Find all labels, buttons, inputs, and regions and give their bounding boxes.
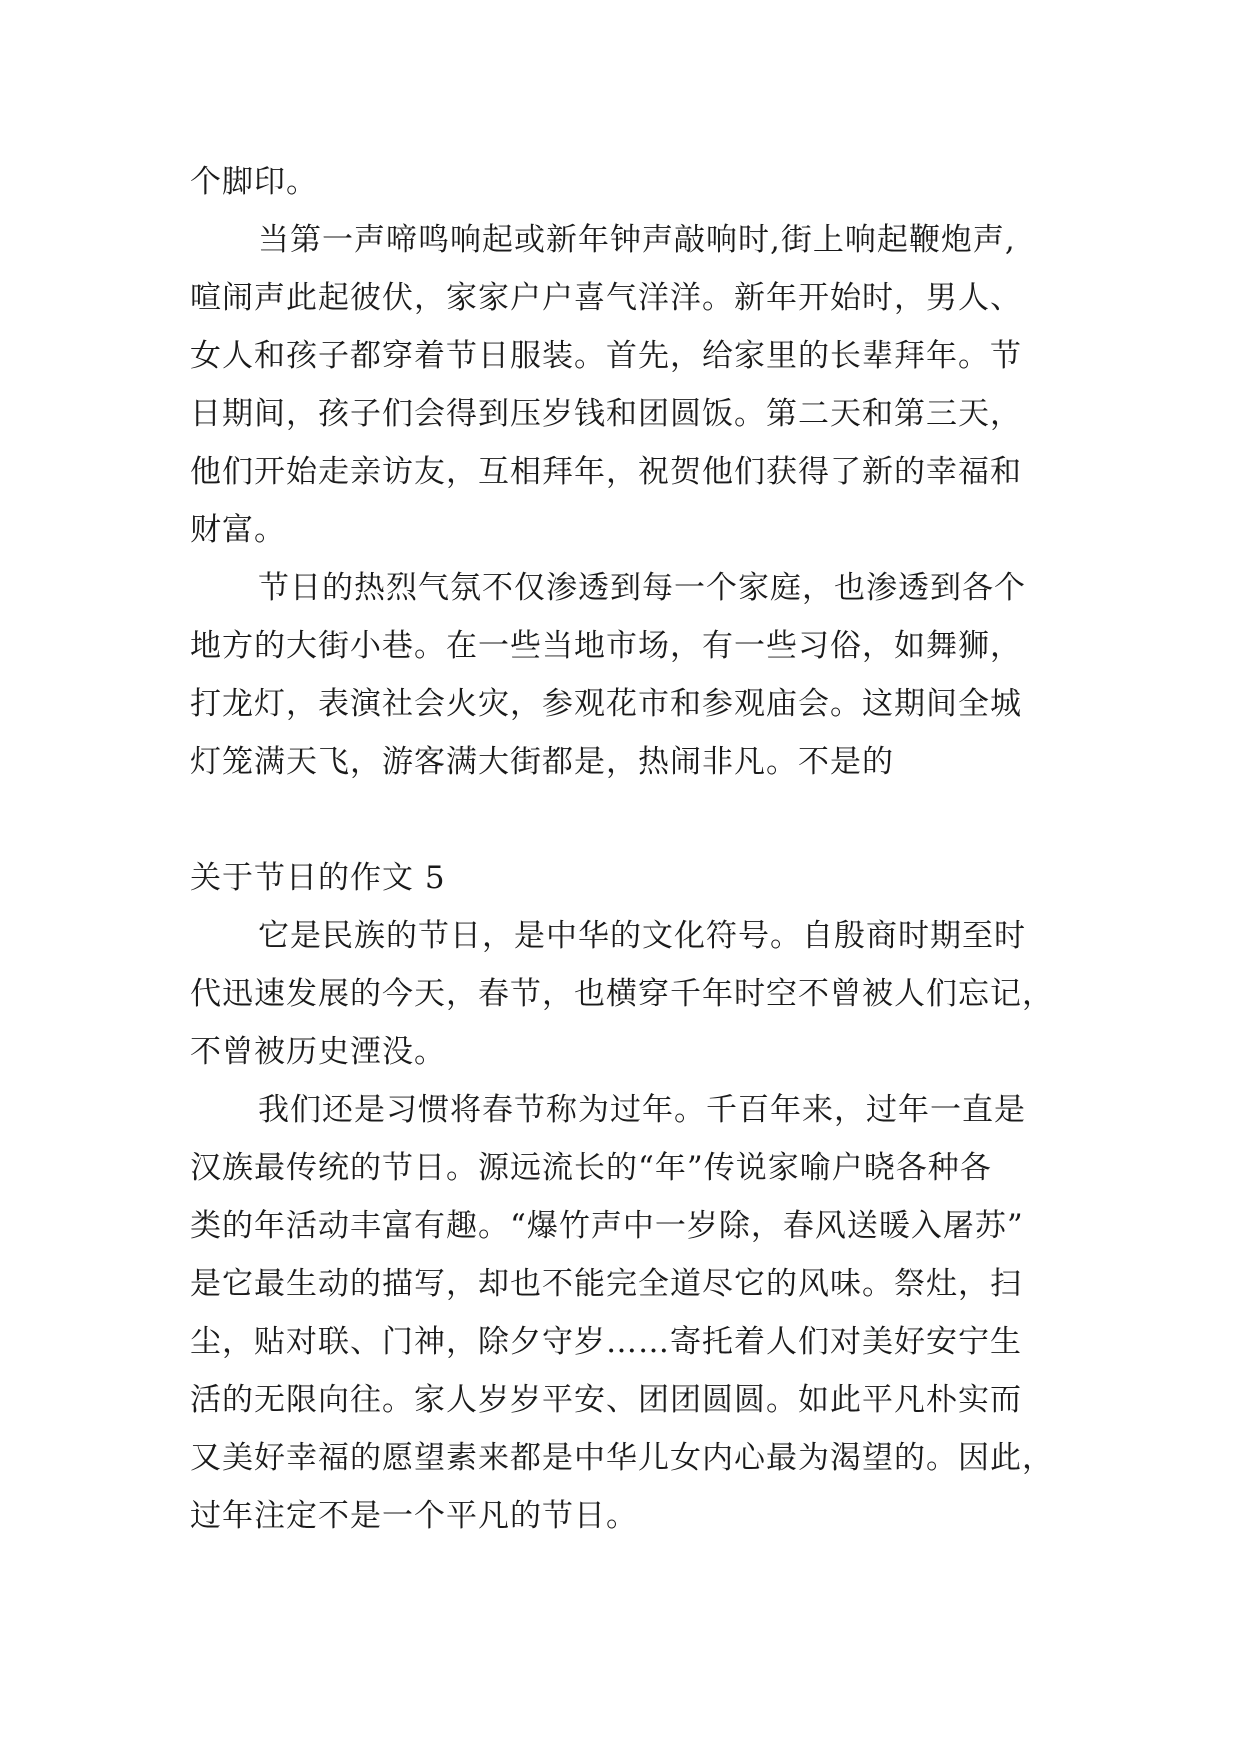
text-line: 喧闹声此起彼伏，家家户户喜气洋洋。新年开始时，男人、 bbox=[190, 280, 1022, 316]
text-line: 灯笼满天飞，游客满大街都是，热闹非凡。不是的 bbox=[190, 744, 894, 780]
text-line: 他们开始走亲访友，互相拜年，祝贺他们获得了新的幸福和 bbox=[190, 454, 1022, 490]
text-line: 尘，贴对联、门神，除夕守岁……寄托着人们对美好安宁生 bbox=[190, 1324, 1022, 1360]
section-heading: 关于节日的作文 5 bbox=[190, 860, 446, 896]
text-line: 汉族最传统的节日。源远流长的“年”传说家喻户晓各种各 bbox=[190, 1150, 992, 1186]
text-line: 又美好幸福的愿望素来都是中华儿女内心最为渴望的。因此， bbox=[190, 1440, 1054, 1476]
text-line: 财富。 bbox=[190, 512, 286, 548]
text-line: 女人和孩子都穿着节日服装。首先，给家里的长辈拜年。节 bbox=[190, 338, 1022, 374]
text-line: 地方的大街小巷。在一些当地市场，有一些习俗，如舞狮， bbox=[190, 628, 1022, 664]
paragraph-first-line: 我们还是习惯将春节称为过年。千百年来，过年一直是 bbox=[258, 1092, 1026, 1128]
paragraph-first-line: 它是民族的节日，是中华的文化符号。自殷商时期至时 bbox=[258, 918, 1026, 954]
text-line: 不曾被历史湮没。 bbox=[190, 1034, 446, 1070]
text-line: 日期间，孩子们会得到压岁钱和团圆饭。第二天和第三天， bbox=[190, 396, 1022, 432]
text-line: 代迅速发展的今天，春节，也横穿千年时空不曾被人们忘记， bbox=[190, 976, 1054, 1012]
text-line: 打龙灯，表演社会火灾，参观花市和参观庙会。这期间全城 bbox=[190, 686, 1022, 722]
text-line: 类的年活动丰富有趣。“爆竹声中一岁除，春风送暖入屠苏” bbox=[190, 1208, 1024, 1244]
text-line: 是它最生动的描写，却也不能完全道尽它的风味。祭灶，扫 bbox=[190, 1266, 1022, 1302]
text-line: 过年注定不是一个平凡的节日。 bbox=[190, 1498, 638, 1534]
text-line: 个脚印。 bbox=[190, 164, 318, 200]
paragraph-first-line: 节日的热烈气氛不仅渗透到每一个家庭，也渗透到各个 bbox=[258, 570, 1026, 606]
text-line: 活的无限向往。家人岁岁平安、团团圆圆。如此平凡朴实而 bbox=[190, 1382, 1022, 1418]
paragraph-first-line: 当第一声啼鸣响起或新年钟声敲响时,街上响起鞭炮声, bbox=[258, 222, 1016, 258]
